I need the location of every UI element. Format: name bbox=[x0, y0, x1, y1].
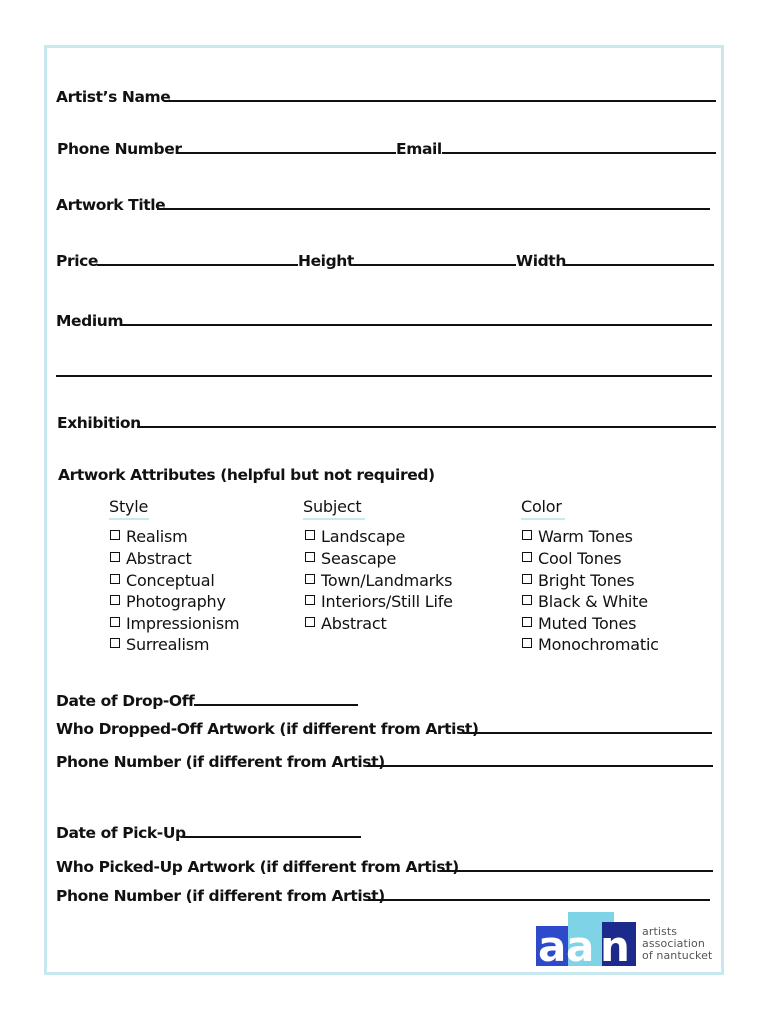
medium-label: Medium bbox=[56, 312, 124, 330]
checkbox[interactable] bbox=[522, 552, 532, 562]
option-label: Conceptual bbox=[126, 571, 215, 590]
artist-name-label: Artist’s Name bbox=[56, 88, 171, 106]
subject-option-seascape[interactable] bbox=[305, 550, 396, 568]
checkbox[interactable] bbox=[110, 595, 120, 605]
style-option-surrealism[interactable] bbox=[110, 636, 209, 654]
logo-mark-a1: a bbox=[538, 922, 567, 968]
artwork-title-field[interactable] bbox=[157, 208, 710, 210]
subject-option-interiors-still-life[interactable] bbox=[305, 593, 453, 611]
color-option-cool-tones[interactable] bbox=[522, 550, 621, 568]
checkbox[interactable] bbox=[305, 530, 315, 540]
checkbox[interactable] bbox=[110, 530, 120, 540]
dropoff-phone-field[interactable] bbox=[368, 765, 713, 767]
style-option-realism[interactable] bbox=[110, 528, 187, 546]
pickup-who-label: Who Picked-Up Artwork (if different from Artist) bbox=[56, 858, 459, 876]
subject-option-abstract[interactable] bbox=[305, 615, 387, 633]
logo-line-1: artists bbox=[642, 925, 678, 938]
pickup-who-field[interactable] bbox=[440, 870, 713, 872]
option-label: Black & White bbox=[538, 592, 648, 611]
phone-number-field[interactable] bbox=[176, 152, 396, 154]
option-label: Monochromatic bbox=[538, 635, 659, 654]
checkbox[interactable] bbox=[110, 617, 120, 627]
style-option-photography[interactable] bbox=[110, 593, 226, 611]
style-option-conceptual[interactable] bbox=[110, 572, 215, 590]
option-label: Landscape bbox=[321, 527, 406, 546]
logo-mark-a2: a bbox=[566, 922, 595, 968]
logo-line-2: association bbox=[642, 937, 705, 950]
option-label: Cool Tones bbox=[538, 549, 622, 568]
option-label: Impressionism bbox=[126, 614, 240, 633]
color-option-warm-tones[interactable] bbox=[522, 528, 633, 546]
subject-option-landscape[interactable] bbox=[305, 528, 405, 546]
subject-heading-underline bbox=[303, 518, 365, 520]
height-field[interactable] bbox=[353, 264, 516, 266]
logo-line-3: of nantucket bbox=[642, 949, 713, 962]
price-field[interactable] bbox=[97, 264, 298, 266]
color-option-muted-tones[interactable] bbox=[522, 615, 636, 633]
width-label: Width bbox=[516, 252, 566, 270]
pickup-date-label: Date of Pick-Up bbox=[56, 824, 186, 842]
style-option-abstract[interactable] bbox=[110, 550, 192, 568]
style-heading: Style bbox=[109, 497, 149, 516]
logo-wordmark bbox=[642, 926, 712, 962]
option-label: Warm Tones bbox=[538, 527, 633, 546]
checkbox[interactable] bbox=[110, 574, 120, 584]
option-label: Photography bbox=[126, 592, 226, 611]
checkbox[interactable] bbox=[522, 638, 532, 648]
logo-mark-n: n bbox=[600, 922, 630, 968]
checkbox[interactable] bbox=[305, 595, 315, 605]
checkbox[interactable] bbox=[522, 595, 532, 605]
attributes-heading: Artwork Attributes (helpful but not required) bbox=[58, 466, 435, 484]
medium-field[interactable] bbox=[122, 324, 712, 326]
dropoff-who-field[interactable] bbox=[463, 732, 712, 734]
option-label: Realism bbox=[126, 527, 188, 546]
style-option-impressionism[interactable] bbox=[110, 615, 239, 633]
email-field[interactable] bbox=[442, 152, 716, 154]
exhibition-label: Exhibition bbox=[57, 414, 141, 432]
option-label: Abstract bbox=[126, 549, 192, 568]
color-option-black-white[interactable] bbox=[522, 593, 648, 611]
option-label: Surrealism bbox=[126, 635, 210, 654]
dropoff-phone-label: Phone Number (if different from Artist) bbox=[56, 753, 385, 771]
option-label: Bright Tones bbox=[538, 571, 635, 590]
option-label: Muted Tones bbox=[538, 614, 637, 633]
pickup-phone-field[interactable] bbox=[368, 899, 710, 901]
exhibition-field[interactable] bbox=[137, 426, 716, 428]
dropoff-date-field[interactable] bbox=[194, 704, 358, 706]
email-label: Email bbox=[396, 140, 442, 158]
pickup-date-field[interactable] bbox=[183, 836, 361, 838]
checkbox[interactable] bbox=[522, 617, 532, 627]
color-option-bright-tones[interactable] bbox=[522, 572, 634, 590]
checkbox[interactable] bbox=[522, 530, 532, 540]
pickup-phone-label: Phone Number (if different from Artist) bbox=[56, 887, 385, 905]
style-heading-underline bbox=[109, 518, 149, 520]
checkbox[interactable] bbox=[110, 638, 120, 648]
color-heading: Color bbox=[521, 497, 562, 516]
checkbox[interactable] bbox=[305, 552, 315, 562]
checkbox[interactable] bbox=[305, 617, 315, 627]
price-label: Price bbox=[56, 252, 99, 270]
color-option-monochromatic[interactable] bbox=[522, 636, 659, 654]
artwork-title-label: Artwork Title bbox=[56, 196, 166, 214]
option-label: Interiors/Still Life bbox=[321, 592, 453, 611]
option-label: Abstract bbox=[321, 614, 387, 633]
checkbox[interactable] bbox=[522, 574, 532, 584]
option-label: Seascape bbox=[321, 549, 397, 568]
subject-option-town-landmarks[interactable] bbox=[305, 572, 452, 590]
medium-field-line-2[interactable] bbox=[56, 375, 712, 377]
subject-heading: Subject bbox=[303, 497, 362, 516]
phone-number-label: Phone Number bbox=[57, 140, 182, 158]
dropoff-who-label: Who Dropped-Off Artwork (if different from Artist) bbox=[56, 720, 479, 738]
height-label: Height bbox=[298, 252, 354, 270]
width-field[interactable] bbox=[564, 264, 714, 266]
artist-name-field[interactable] bbox=[164, 100, 716, 102]
option-label: Town/Landmarks bbox=[321, 571, 453, 590]
checkbox[interactable] bbox=[305, 574, 315, 584]
checkbox[interactable] bbox=[110, 552, 120, 562]
dropoff-date-label: Date of Drop-Off bbox=[56, 692, 195, 710]
color-heading-underline bbox=[521, 518, 565, 520]
